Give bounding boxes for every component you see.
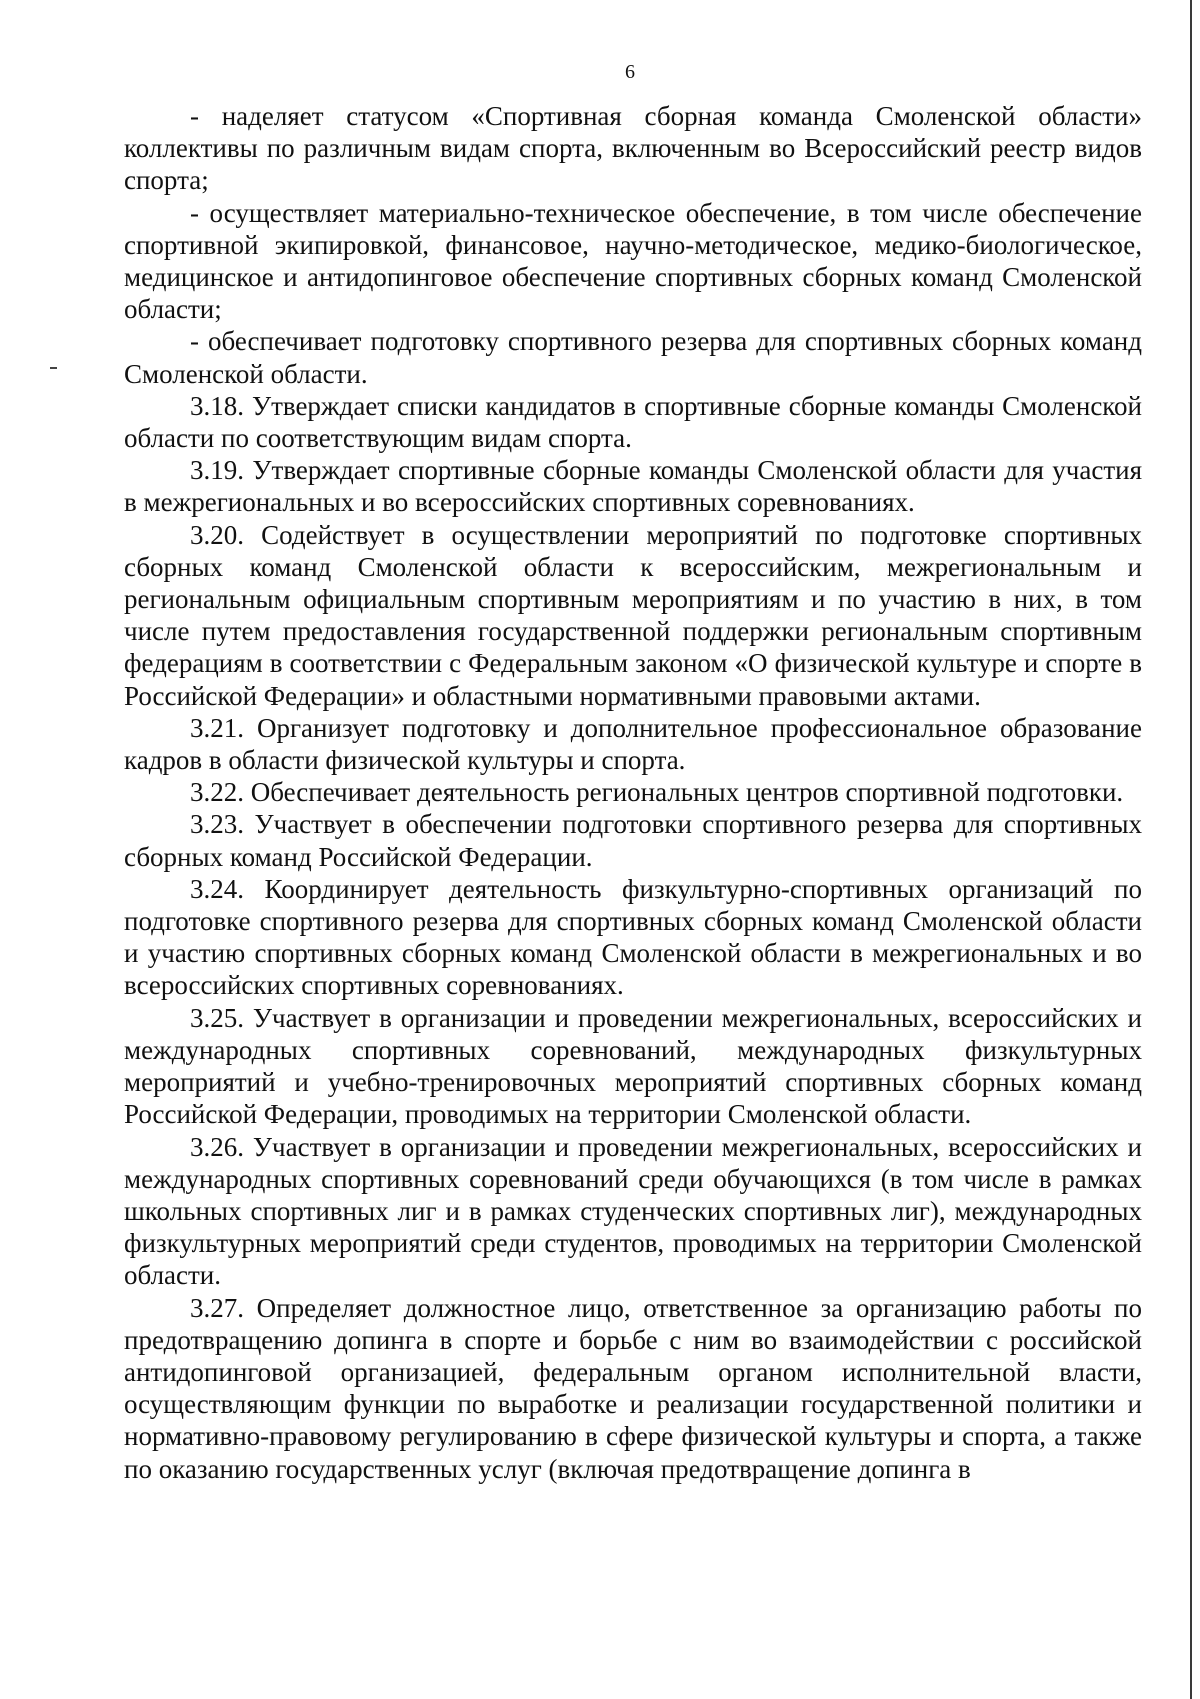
- paragraph-status-teams: - наделяет статусом «Спортивная сборная команда Смоленской области» коллективы по различным видам спорта, включенным во Всероссийский реестр видов спорта;: [124, 101, 1142, 196]
- paragraph-3-24: 3.24. Координирует деятельность физкультурно-спортивных организаций по подготовке спортивного резерва для спортивных сборных команд Смоленской области и участию спортивных сборных команд Смоленской области в межрегиональных и во всероссийских спортивных соревнованиях.: [124, 873, 1142, 1001]
- document-body: [124, 100, 1142, 1485]
- page-number: 6: [625, 61, 635, 83]
- paragraph-3-20: 3.20. Содействует в осуществлении мероприятий по подготовке спортивных сборных команд Смоленской области к всероссийским, межрегиональным и региональным официальным спортивным мероприятиям и по участию в них, в том числе путем предоставления государственной поддержки региональным спортивным федерациям в соответствии с Федеральным законом «О физической культуре и спорте в Российской Федерации» и областными нормативными правовыми актами.: [124, 519, 1142, 711]
- paragraph-reserve-training: - обеспечивает подготовку спортивного резерва для спортивных сборных команд Смоленской области.: [124, 326, 1142, 389]
- scan-edge-line: [1190, 0, 1192, 1699]
- margin-mark: [50, 367, 57, 369]
- paragraph-3-19: 3.19. Утверждает спортивные сборные команды Смоленской области для участия в межрегиональных и во всероссийских спортивных соревнованиях.: [124, 455, 1142, 518]
- paragraph-3-18: 3.18. Утверждает списки кандидатов в спортивные сборные команды Смоленской области по соответствующим видам спорта.: [124, 390, 1142, 454]
- paragraph-3-22: 3.22. Обеспечивает деятельность региональных центров спортивной подготовки.: [190, 777, 1124, 808]
- paragraph-3-26: 3.26. Участвует в организации и проведении межрегиональных, всероссийских и международных спортивных соревнований среди обучающихся (в том числе в рамках школьных спортивных лиг и в рамках студенческих спортивных лиг), международных физкультурных мероприятий среди студентов, проводимых на территории Смоленской области.: [124, 1131, 1142, 1291]
- paragraph-3-27: 3.27. Определяет должностное лицо, ответственное за организацию работы по предотвращению допинга в спорте и борьбе с ним во взаимодействии с российской антидопинговой организацией, федеральным органом исполнительной власти, осуществляющим функции по выработке и реализации государственной политики и нормативно-правовому регулированию в сфере физической культуры и спорта, а также по оказанию государственных услуг (включая предотвращение допинга в: [124, 1292, 1142, 1484]
- paragraph-3-25: 3.25. Участвует в организации и проведении межрегиональных, всероссийских и международных спортивных соревнований, международных физкультурных мероприятий и учебно-тренировочных мероприятий спортивных сборных команд Российской Федерации, проводимых на территории Смоленской области.: [124, 1002, 1142, 1130]
- paragraph-3-23: 3.23. Участвует в обеспечении подготовки спортивного резерва для спортивных сборных команд Российской Федерации.: [124, 809, 1142, 872]
- paragraph-3-21: 3.21. Организует подготовку и дополнительное профессиональное образование кадров в области физической культуры и спорта.: [124, 712, 1142, 776]
- paragraph-material-support: - осуществляет материально-техническое обеспечение, в том числе обеспечение спортивной экипировкой, финансовое, научно-методическое, медико-биологическое, медицинское и антидопинговое обеспечение спортивных сборных команд Смоленской области;: [124, 197, 1142, 325]
